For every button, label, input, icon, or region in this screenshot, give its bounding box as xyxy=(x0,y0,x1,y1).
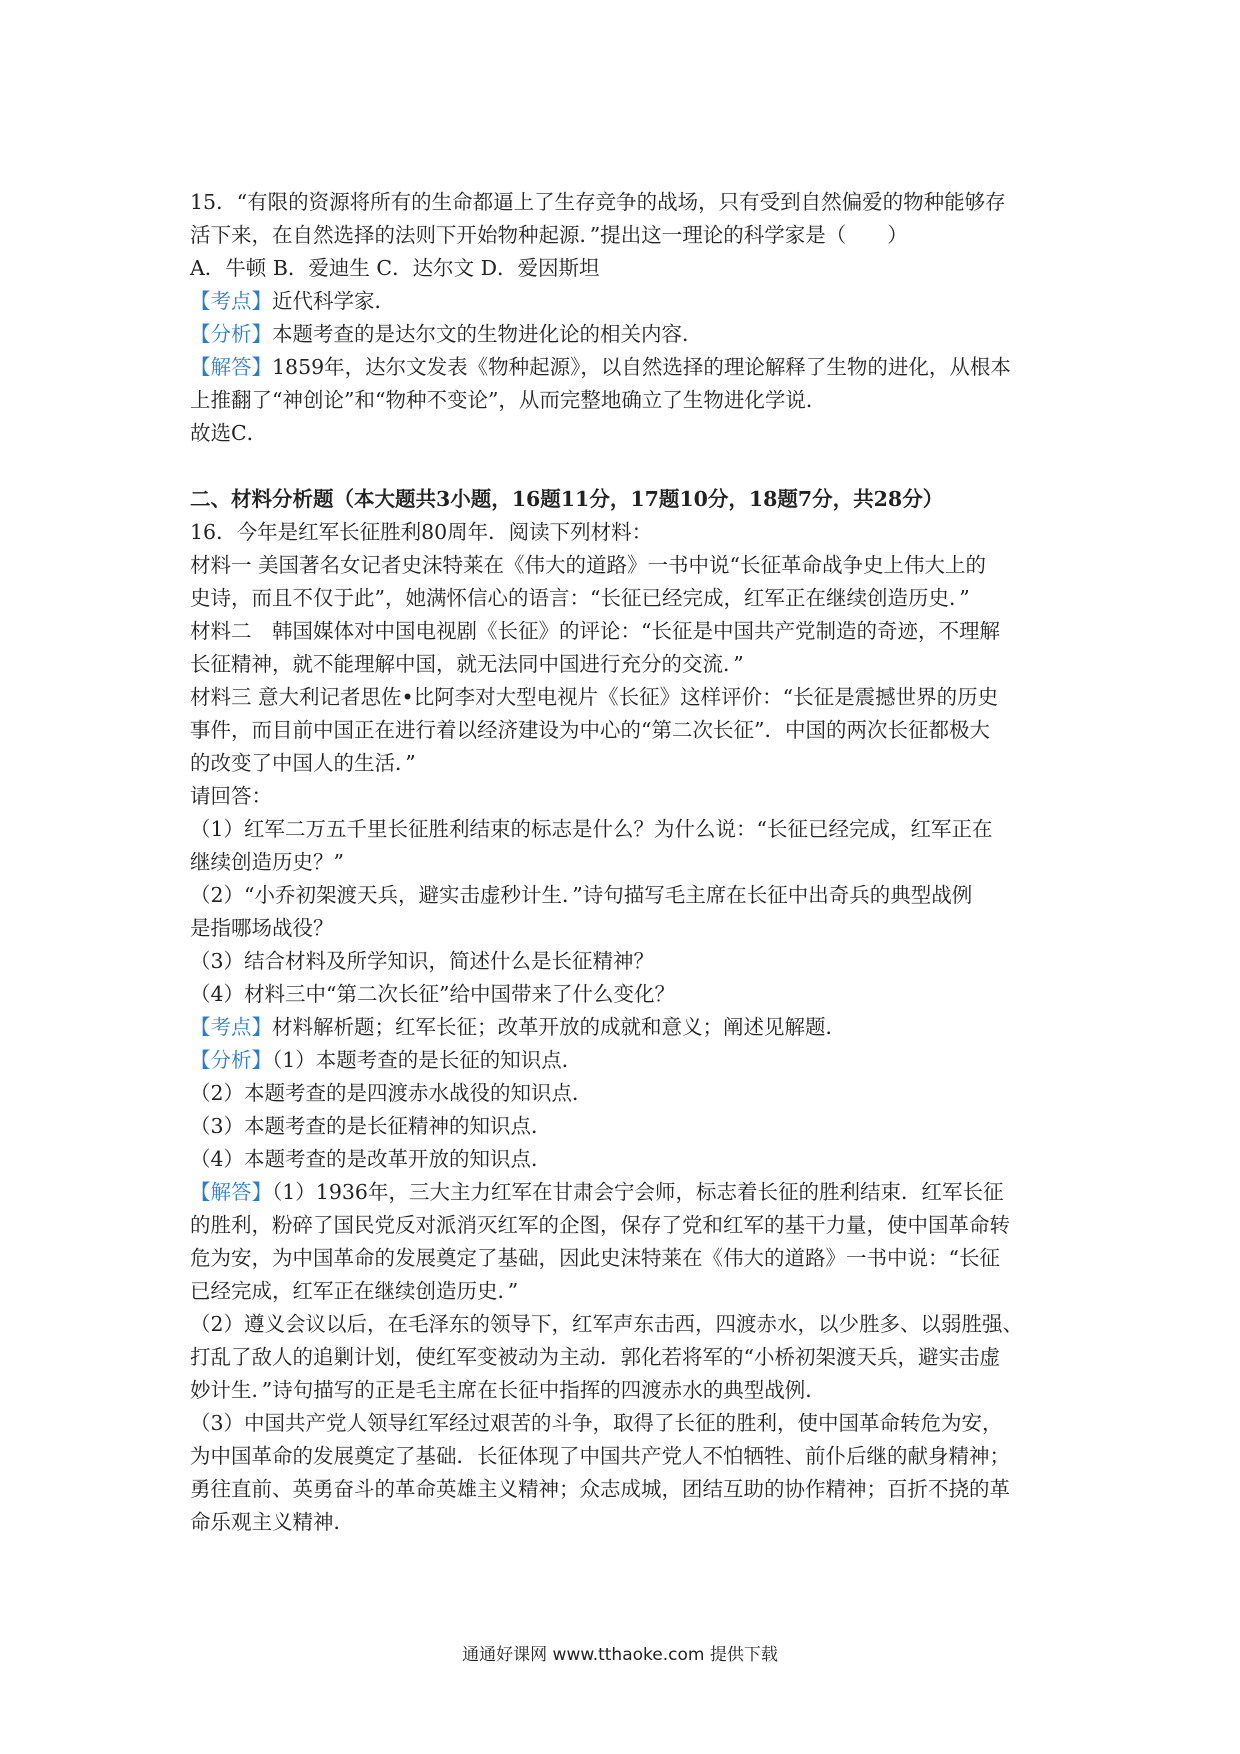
q15-options: A．牛顿 B．爱迪生 C．达尔文 D．爱因斯坦 xyxy=(190,256,600,280)
fenxi-line: （3）本题考查的是长征精神的知识点． xyxy=(190,1114,552,1138)
kaodian-tag: 【考点】 xyxy=(190,1015,272,1039)
q15-jieda-line: 上推翻了“神创论”和“物种不变论”，从而完整地确立了生物进化学说． xyxy=(190,388,827,412)
material-line: 长征精神，就不能理解中国，就无法同中国进行充分的交流．” xyxy=(190,652,744,676)
answer-line: 的胜利，粉碎了国民党反对派消灭红军的企图，保存了党和红军的基干力量，使中国革命转 xyxy=(190,1213,1010,1237)
q15-fenxi xyxy=(190,318,1060,351)
q16-intro: 16．今年是红军长征胜利80周年．阅读下列材料： xyxy=(190,520,653,544)
fenxi-line: （4）本题考查的是改革开放的知识点． xyxy=(190,1147,552,1171)
answer-line: 妙计生．”诗句描写的正是毛主席在长征中指挥的四渡赤水的典型战例． xyxy=(190,1378,826,1402)
material-line: 材料一 美国著名女记者史沫特莱在《伟大的道路》一书中说“长征革命战争史上伟大上的 xyxy=(190,553,986,577)
jieda-tag: 【解答】 xyxy=(190,355,272,379)
fenxi-text: 本题考查的是达尔文的生物进化论的相关内容． xyxy=(272,322,703,346)
jieda-text: 1859年，达尔文发表《物种起源》，以自然选择的理论解释了生物的进化，从根本 xyxy=(272,355,1011,379)
q15-stem-line: 15．“有限的资源将所有的生命都逼上了生存竞争的战场，只有受到自然偏爱的物种能够存 xyxy=(190,190,1006,214)
q15-answer: 故选C． xyxy=(190,421,268,445)
answer-line: 打乱了敌人的追剿计划，使红军变被动为主动．郭化若将军的“小桥初架渡天兵，避实击虚 xyxy=(190,1345,1000,1369)
q15-kaodian xyxy=(190,285,1060,318)
please-answer: 请回答： xyxy=(190,784,272,808)
kaodian-tag: 【考点】 xyxy=(190,289,272,313)
document-body xyxy=(190,186,1060,1539)
section-gap xyxy=(190,450,1060,483)
answer-line: 为中国革命的发展奠定了基础．长征体现了中国共产党人不怕牺牲、前仆后继的献身精神； xyxy=(190,1444,1010,1468)
section-title: 二、材料分析题（本大题共3小题，16题11分，17题10分，18题7分，共28分） xyxy=(190,487,944,511)
sub-question: （1）红军二万五千里长征胜利结束的标志是什么？为什么说：“长征已经完成，红军正在 xyxy=(190,817,993,841)
material-line: 事件，而目前中国正在进行着以经济建设为中心的“第二次长征”．中国的两次长征都极大 xyxy=(190,718,990,742)
fenxi-tag: 【分析】 xyxy=(190,322,272,346)
material-line: 材料三 意大利记者思佐•比阿李对大型电视片《长征》这样评价：“长征是震撼世界的历史 xyxy=(190,685,999,709)
sub-question: 是指哪场战役？ xyxy=(190,916,334,940)
material-line: 史诗，而且不仅于此”，她满怀信心的语言：“长征已经完成，红军正在继续创造历史．” xyxy=(190,586,970,610)
fenxi-tag: 【分析】 xyxy=(190,1048,272,1072)
answer-line: 危为安，为中国革命的发展奠定了基础，因此史沫特莱在《伟大的道路》一书中说：“长征 xyxy=(190,1246,1000,1270)
q15-jieda xyxy=(190,351,1060,384)
fenxi-text: （1）本题考查的是长征的知识点． xyxy=(272,1048,583,1072)
q15-stem-line: 活下来，在自然选择的法则下开始物种起源．”提出这一理论的科学家是（ ） xyxy=(190,223,908,247)
sub-question: 继续创造历史？” xyxy=(190,850,344,874)
answer-line: 勇往直前、英勇奋斗的革命英雄主义精神；众志成城，团结互助的协作精神；百折不挠的革 xyxy=(190,1477,1010,1501)
q16-kaodian xyxy=(190,1011,1060,1044)
kaodian-text: 近代科学家． xyxy=(272,289,395,313)
fenxi-line: （2）本题考查的是四渡赤水战役的知识点． xyxy=(190,1081,593,1105)
jieda-tag: 【解答】 xyxy=(190,1180,272,1204)
kaodian-text: 材料解析题；红军长征；改革开放的成就和意义；阐述见解题． xyxy=(272,1015,846,1039)
answer-line: 已经完成，红军正在继续创造历史．” xyxy=(190,1279,519,1303)
sub-question: （4）材料三中“第二次长征”给中国带来了什么变化？ xyxy=(190,982,676,1006)
answer-line: （3）中国共产党人领导红军经过艰苦的斗争，取得了长征的胜利，使中国革命转危为安， xyxy=(190,1411,1003,1435)
answer-line: 命乐观主义精神． xyxy=(190,1510,354,1534)
q16-fenxi xyxy=(190,1044,1060,1077)
sub-question: （3）结合材料及所学知识，简述什么是长征精神？ xyxy=(190,949,655,973)
material-line: 的改变了中国人的生活．” xyxy=(190,751,416,775)
material-line: 材料二 韩国媒体对中国电视剧《长征》的评论：“长征是中国共产党制造的奇迹，不理解 xyxy=(190,619,1000,643)
sub-question: （2）“小乔初架渡天兵，避实击虚秒计生．”诗句描写毛主席在长征中出奇兵的典型战例 xyxy=(190,883,973,907)
jieda-text: （1）1936年，三大主力红军在甘肃会宁会师，标志着长征的胜利结束．红军长征 xyxy=(272,1180,1004,1204)
page-footer: 通通好课网 www.tthaoke.com 提供下载 xyxy=(462,1645,778,1665)
q16-jieda xyxy=(190,1176,1060,1209)
answer-line: （2）遵义会议以后，在毛泽东的领导下，红军声东击西，四渡赤水，以少胜多、以弱胜强、 xyxy=(190,1312,1024,1336)
